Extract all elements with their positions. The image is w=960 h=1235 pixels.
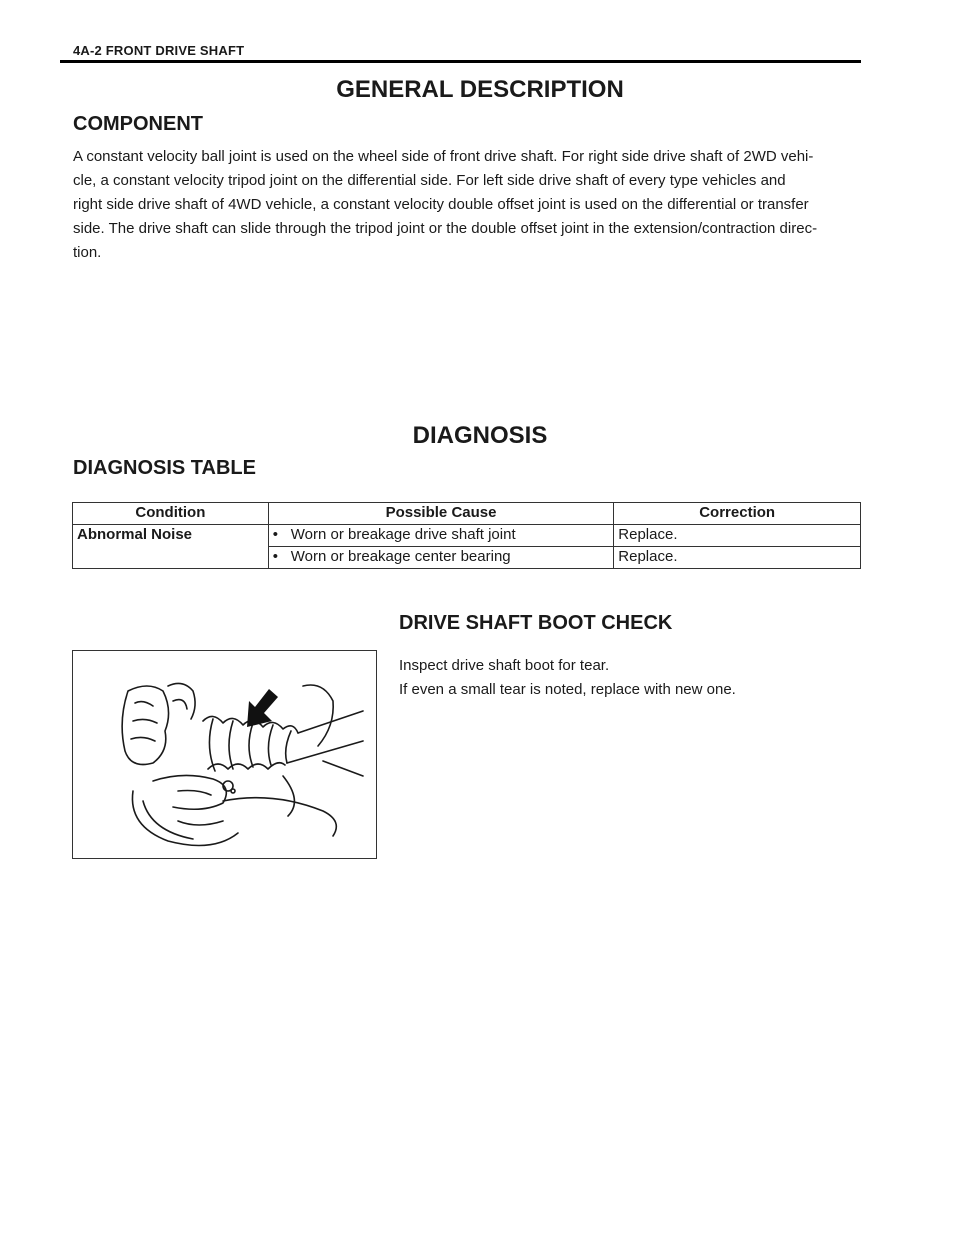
paragraph-line: tion. <box>73 244 102 261</box>
cause-text: Worn or breakage center bearing <box>290 548 511 565</box>
correction-cell: Replace. <box>614 525 861 547</box>
table-header-row <box>73 503 861 525</box>
column-header-correction: Correction <box>614 503 861 525</box>
boot-check-heading: DRIVE SHAFT BOOT CHECK <box>399 612 673 634</box>
paragraph-line: right side drive shaft of 4WD vehicle, a constant velocity double offset joint is used on the differential or transfer <box>73 196 809 213</box>
instruction-line: If even a small tear is noted, replace with new one. <box>399 681 736 698</box>
table-row <box>73 525 861 547</box>
general-description-title: GENERAL DESCRIPTION <box>336 76 624 103</box>
component-heading: COMPONENT <box>73 113 203 135</box>
header-rule <box>60 60 861 63</box>
boot-check-instructions <box>399 654 736 702</box>
bullet-icon: • <box>272 526 279 543</box>
page-header-label: 4A-2 FRONT DRIVE SHAFT <box>73 43 245 58</box>
cause-cell <box>268 525 614 547</box>
paragraph-line: side. The drive shaft can slide through the tripod joint or the double offset joint in the extension/contraction direc- <box>73 220 818 237</box>
instruction-line: Inspect drive shaft boot for tear. <box>399 657 610 674</box>
component-paragraph <box>73 145 861 265</box>
condition-cell: Abnormal Noise <box>73 525 269 569</box>
column-header-possible-cause: Possible Cause <box>268 503 614 525</box>
cause-text: Worn or breakage drive shaft joint <box>290 526 516 543</box>
boot-check-figure <box>72 650 377 859</box>
correction-cell: Replace. <box>614 547 861 569</box>
column-header-condition: Condition <box>73 503 269 525</box>
paragraph-line: A constant velocity ball joint is used on the wheel side of front drive shaft. For right side drive shaft of 2WD vehi- <box>73 148 814 165</box>
paragraph-line: cle, a constant velocity tripod joint on the differential side. For left side drive shaft of every type vehicles and <box>73 172 786 189</box>
cause-cell <box>268 547 614 569</box>
diagnosis-title: DIAGNOSIS <box>412 422 548 449</box>
drive-shaft-boot-illustration-icon <box>73 651 376 858</box>
bullet-icon: • <box>272 548 279 565</box>
diagnosis-table-heading: DIAGNOSIS TABLE <box>73 457 256 479</box>
diagnosis-table <box>72 502 861 569</box>
